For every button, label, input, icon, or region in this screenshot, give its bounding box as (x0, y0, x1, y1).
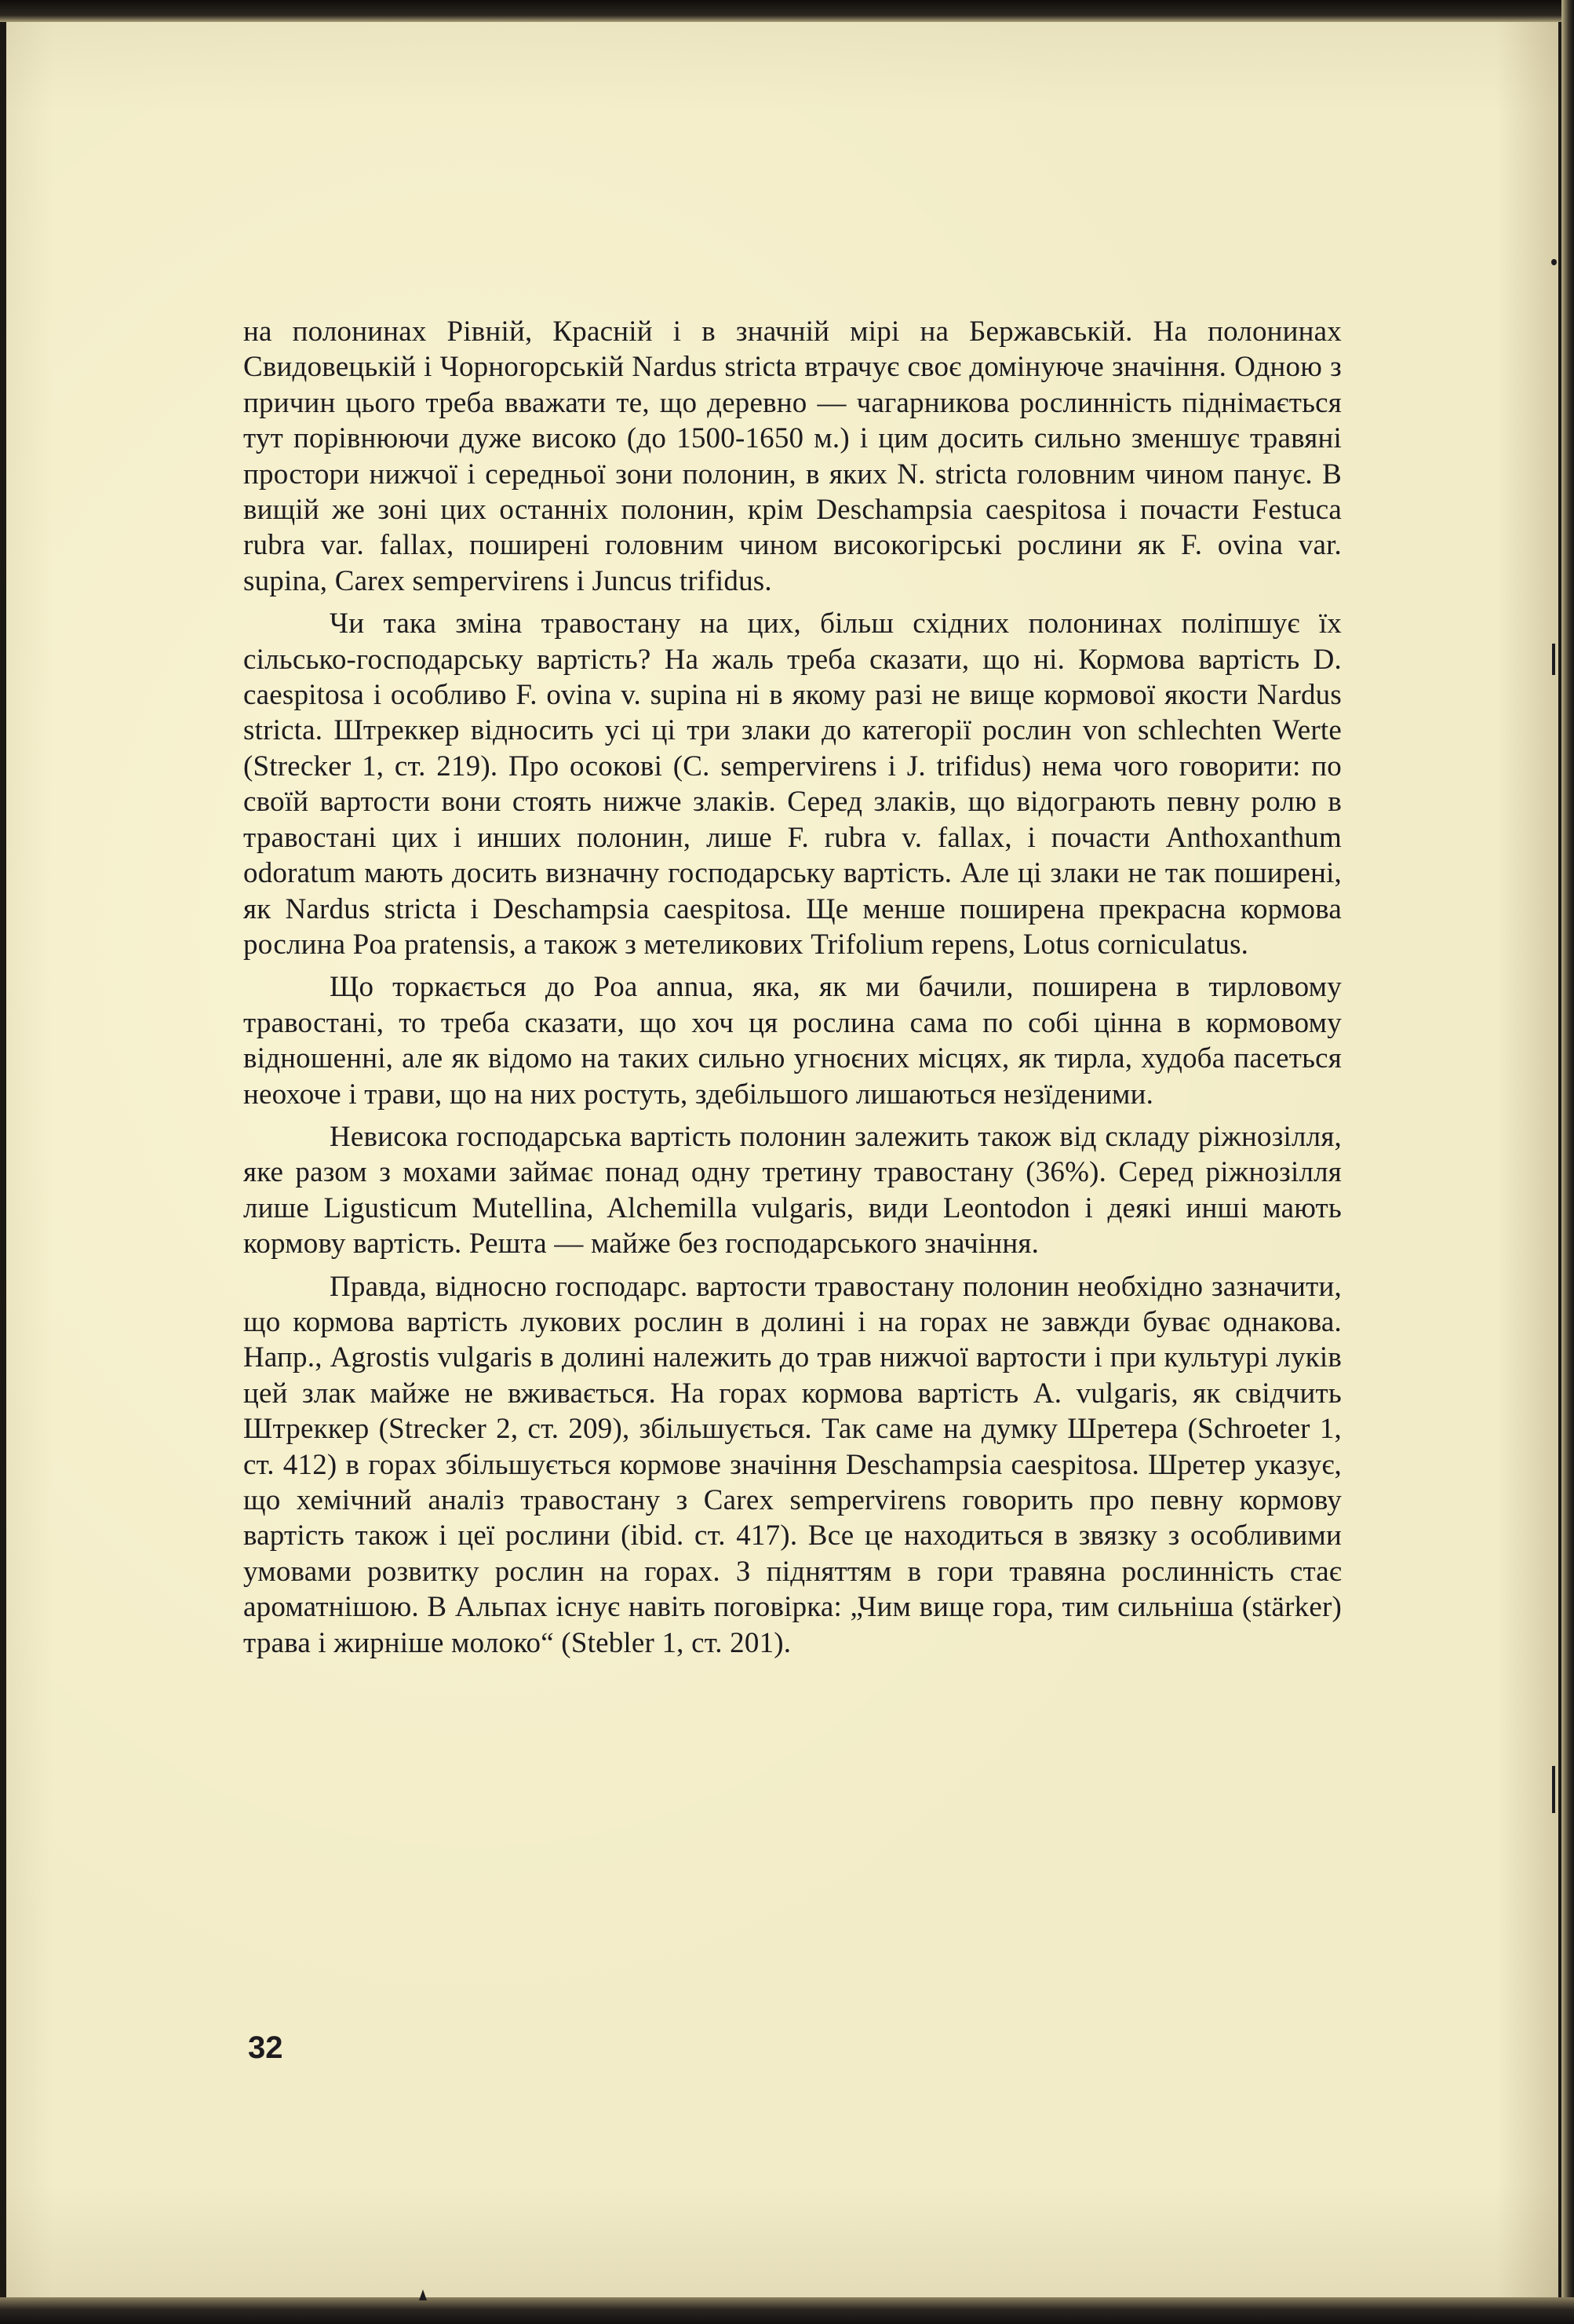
scan-right-edge (1561, 0, 1574, 2324)
paragraph-4: Невисока господарська вартість полонин залежить також від складу ріжнозілля, яке разом з мохами займає понад одну третину травостану (36%). Серед ріжнозілля лише Ligusticum Mutellina, Alchemilla vulgaris, види Leontodon і деякі инші мають кормову вартість. Решта — майже без господарського значіння. (243, 1120, 1342, 1261)
page-number: 32 (248, 2030, 283, 2065)
scan-top-edge (0, 0, 1574, 22)
paragraph-5: Правда, відносно господарс. вартости травостану полонин необхідно зазначити, що кормова вартість лукових рослин в долині і на горах не завжди буває однакова. Напр., Agrostis vulgaris в долині належить до трав нижчої вартости і при культурі луків цей злак майже не вживається. На горах кормова вартість A. vulgaris, як свідчить Штреккер (Strecker 2, ст. 209), збільшується. Так саме на думку Шретера (Schroeter 1, ст. 412) в горах збільшується кормове значіння Deschampsia caespitosa. Шретер указує, що хемічний аналіз травостану з Carex sempervirens говорить про певну кормову вартість також і цеї рослини (ibid. ст. 417). Все це находиться в звязку з особливими умовами розвитку рослин на горах. З підняттям в гори травяна рослинність стає ароматнішою. В Альпах існує навіть поговірка: „Чим вище гора, тим сильніша (stärker) трава і жирніше молоко“ (Stebler 1, ст. 201). (243, 1270, 1342, 1659)
scan-speck (1551, 259, 1557, 265)
paragraph-3: Що торкається до Poa annua, яка, як ми бачили, поширена в тирловому травостані, то треба сказати, що хоч ця рослина сама по собі цінна в кормовому відношенні, але як відомо на таких сильно угноєних місцях, як тирла, худоба пасеться неохоче і трави, що на них ростуть, здебільшого лишаються незїденими. (243, 971, 1342, 1111)
body-text (243, 314, 1342, 1668)
scan-speck (1552, 644, 1555, 675)
paragraph-1: на полонинах Рівній, Красній і в значній мірі на Бержавській. На полонинах Свидовецькій і Чорногорській Nardus stricta втрачує своє домінуюче значіння. Одною з причин цього треба вважати те, що деревно — чагарникова рослинність піднімається тут порівнюючи дуже високо (до 1500-1650 м.) і цим досить сильно зменшує травяні простори нижчої і середньої зони полонин, в яких N. stricta головним чином панує. В вищій же зоні цих останніх полонин, крім Deschampsia caespitosa і почасти Festuca rubra var. fallax, поширені головним чином високогірські рослини як F. ovina var. supina, Carex sempervirens і Juncus trifidus. (243, 316, 1342, 597)
paragraph-2: Чи така зміна травостану на цих, більш східних полонинах поліпшує їх сільсько-господарську вартість? На жаль треба сказати, що ні. Кормова вартість D. caespitosa і особливо F. ovina v. supina ні в якому разі не вище кормової якости Nardus stricta. Штреккер відносить усі ці три злаки до категорії рослин von schlechten Werte (Strecker 1, ст. 219). Про осокові (C. sempervirens і J. trifidus) нема чого говорити: по своїй вартости вони стоять нижче злаків. Серед злаків, що відограють певну ролю в травостані цих і инших полонин, лише F. rubra v. fallax, і почасти Anthoxanthum odoratum мають досить визначну господарську вартість. Але ці злаки не так поширені, як Nardus stricta і Deschampsia caespitosa. Ще менше поширена прекрасна кормова рослина Poa pratensis, а також з метеликових Trifolium repens, Lotus corniculatus. (243, 607, 1342, 961)
scan-bottom-edge (0, 2297, 1574, 2324)
scan-speck (1552, 1766, 1555, 1813)
